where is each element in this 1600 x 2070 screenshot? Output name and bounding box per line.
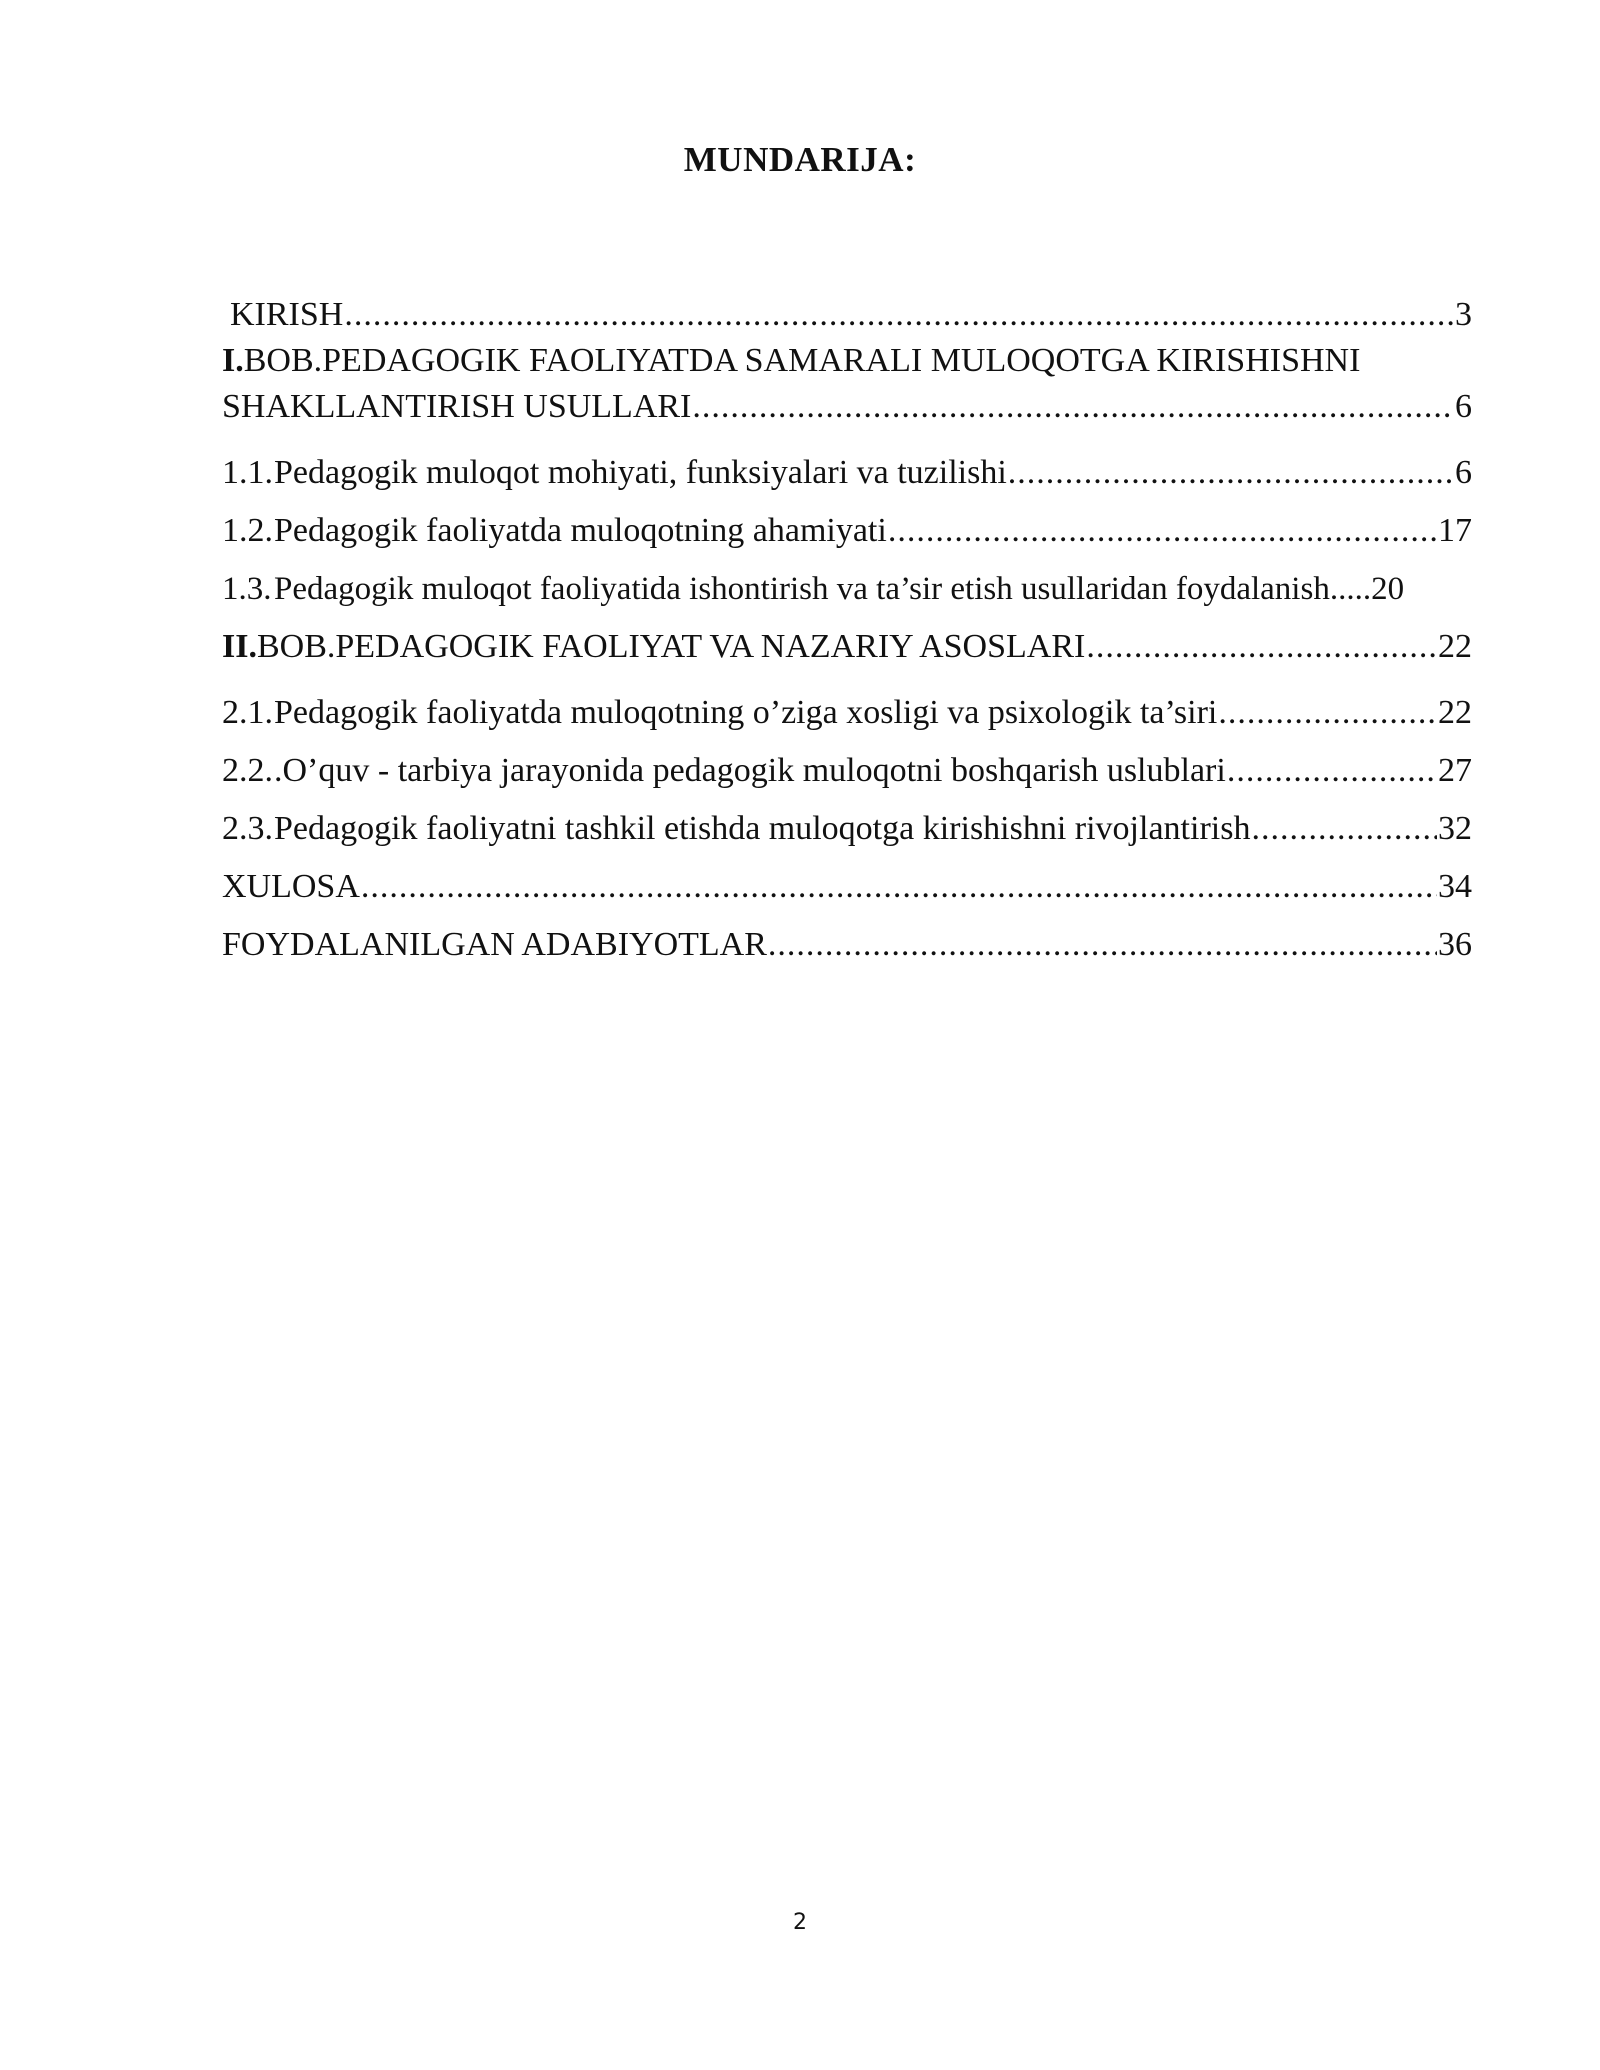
toc-entry-label: Pedagogik faoliyatda muloqotning ahamiyati [274,512,887,549]
toc-entry-2-1[interactable] [222,690,1472,736]
toc-entry-kirish[interactable] [222,292,1472,338]
toc-entry-page: 22 [1438,694,1472,731]
dot-leader: ..... [1329,571,1372,607]
toc-entry-label: Pedagogik faoliyatni tashkil etishda muloqotga kirishishni rivojlantirish [274,810,1251,847]
toc-entry-label: .O’quv - tarbiya jarayonida pedagogik muloqotni boshqarish uslublari [274,752,1226,789]
dot-leader [1227,748,1437,794]
toc-entry-label: FOYDALANILGAN ADABIYOTLAR [222,926,767,963]
toc-entry-page: 34 [1438,868,1472,905]
toc-entry-label: KIRISH [230,296,344,333]
toc-entry-page: 22 [1438,628,1472,665]
toc-entry-2-2[interactable] [222,748,1472,794]
toc-entry-1-2[interactable] [222,508,1472,554]
toc-entry-label: Pedagogik faoliyatda muloqotning o’ziga xosligi va psixologik ta’siri [274,694,1218,731]
dot-leader [768,922,1437,968]
page-number: 2 [793,1910,807,1935]
section-number: 1.3. [222,571,272,607]
toc-entry-page: 17 [1438,512,1472,549]
toc-entry-label: BOB.PEDAGOGIK FAOLIYATDA SAMARALI MULOQOTGA KIRISHISHNI [243,342,1361,379]
page-title: MUNDARIJA: [683,140,917,179]
toc-entry-label: SHAKLLANTIRISH USULLARI [222,388,692,425]
section-number: 2.3. [222,810,273,847]
section-number: 1.2. [222,512,273,549]
toc-entry-page: 6 [1455,454,1472,491]
chapter-prefix: I. [222,342,244,379]
toc-entry-1-1[interactable] [222,450,1472,496]
toc-entry-chapter-1-line-2 [222,384,1472,430]
dot-leader [1251,806,1437,852]
toc-entry-xulosa[interactable] [222,864,1472,910]
toc-entry-page: 36 [1438,926,1472,963]
toc-entry-page: 6 [1455,388,1472,425]
dot-leader [1218,690,1437,736]
dot-leader [888,508,1437,554]
toc-entry-2-3[interactable] [222,806,1472,852]
toc-entry-label: Pedagogik muloqot faoliyatida ishontirish va ta’sir etish usullaridan foydalanish [274,571,1330,607]
section-number: 2.2. [222,752,273,789]
section-number: 1.1. [222,454,273,491]
toc-entry-chapter-1-line-1 [222,338,1472,384]
table-of-contents [222,292,1472,968]
toc-entry-1-3[interactable] [222,566,1472,612]
toc-entry-page: 27 [1438,752,1472,789]
dot-leader [1008,450,1454,496]
section-number: 2.1. [222,694,273,731]
dot-leader [1086,624,1437,670]
toc-entry-adabiyotlar[interactable] [222,922,1472,968]
dot-leader [692,384,1454,430]
toc-entry-page: 20 [1371,571,1405,607]
toc-entry-label: Pedagogik muloqot mohiyati, funksiyalari va tuzilishi [274,454,1007,491]
dot-leader [344,292,1454,338]
toc-entry-label: XULOSA [222,868,360,905]
toc-entry-page: 3 [1455,296,1472,333]
toc-entry-chapter-1[interactable] [222,338,1472,430]
chapter-prefix: II. [222,628,257,665]
toc-entry-label: BOB.PEDAGOGIK FAOLIYAT VA NAZARIY ASOSLARI [256,628,1086,665]
dot-leader [361,864,1437,910]
toc-entry-chapter-2[interactable] [222,624,1472,670]
toc-entry-page: 32 [1438,810,1472,847]
